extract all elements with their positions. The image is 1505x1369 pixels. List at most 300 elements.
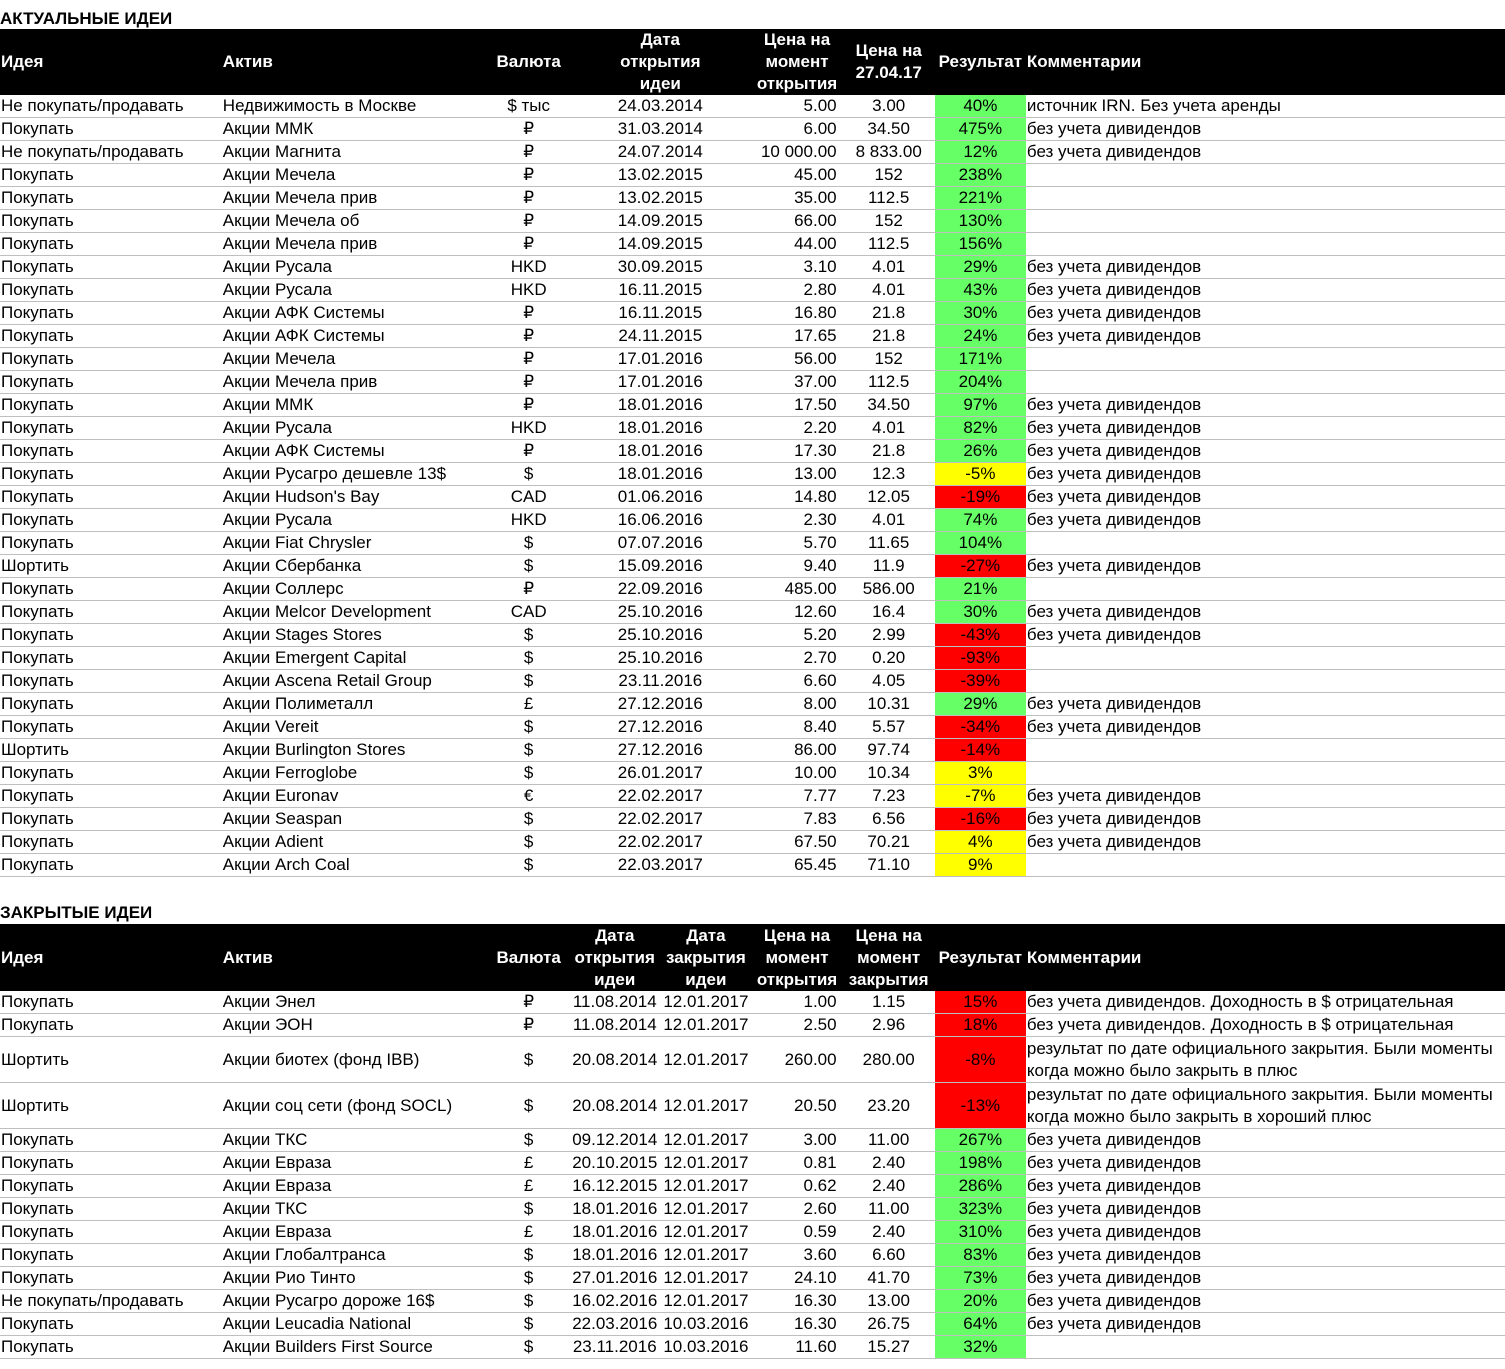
cell-cur: $ <box>488 1267 569 1290</box>
cell-date: 07.07.2016 <box>569 532 751 555</box>
cell-date: 22.02.2017 <box>569 831 751 854</box>
cell-p2: 4.01 <box>843 279 935 302</box>
cell-res: 130% <box>935 210 1026 233</box>
cell-cur: $ <box>488 716 569 739</box>
cell-date: 22.03.2017 <box>569 854 751 877</box>
cell-asset: Акции Hudson's Bay <box>222 486 488 509</box>
cell-p2: 16.4 <box>843 601 935 624</box>
cell-p2: 4.01 <box>843 256 935 279</box>
cell-asset: Акции ММК <box>222 394 488 417</box>
cell-com: без учета дивидендов <box>1026 555 1505 578</box>
cell-num: 86.00 <box>751 739 842 762</box>
cell-p2: 71.10 <box>843 854 935 877</box>
table-row <box>0 739 1505 762</box>
cell-com: без учета дивидендов <box>1026 601 1505 624</box>
cell-cur: $ <box>488 831 569 854</box>
cell-com: без учета дивидендов <box>1026 325 1505 348</box>
cell-idea: Покупать <box>0 1336 222 1359</box>
cell-cur: ₽ <box>488 348 569 371</box>
cell-res: 286% <box>935 1175 1026 1198</box>
cell-date: 12.01.2017 <box>660 1014 751 1037</box>
table-row <box>0 1152 1505 1175</box>
cell-date: 10.03.2016 <box>660 1336 751 1359</box>
cell-num: 0.81 <box>751 1152 842 1175</box>
current-ideas-table <box>0 29 1505 877</box>
table-row <box>0 716 1505 739</box>
table-row <box>0 1313 1505 1336</box>
cell-com: без учета дивидендов <box>1026 624 1505 647</box>
cell-p2: 13.00 <box>843 1290 935 1313</box>
column-header: Результат <box>935 29 1026 95</box>
cell-num: 56.00 <box>751 348 842 371</box>
cell-cur: $ <box>488 762 569 785</box>
table-row <box>0 233 1505 256</box>
cell-num: 7.83 <box>751 808 842 831</box>
cell-date: 18.01.2016 <box>569 463 751 486</box>
cell-cur: ₽ <box>488 210 569 233</box>
cell-asset: Недвижимость в Москве <box>222 95 488 118</box>
cell-p2: 11.00 <box>843 1198 935 1221</box>
cell-date: 27.12.2016 <box>569 693 751 716</box>
column-header: Дата открытия идеи <box>569 924 660 991</box>
cell-res: 323% <box>935 1198 1026 1221</box>
cell-com: без учета дивидендов <box>1026 1313 1505 1336</box>
column-header: Валюта <box>488 29 569 95</box>
cell-cur: £ <box>488 1175 569 1198</box>
cell-date: 16.11.2015 <box>569 302 751 325</box>
cell-res: 29% <box>935 693 1026 716</box>
cell-idea: Покупать <box>0 509 222 532</box>
cell-asset: Акции Русала <box>222 509 488 532</box>
cell-asset: Акции Ferroglobe <box>222 762 488 785</box>
cell-asset: Акции АФК Системы <box>222 325 488 348</box>
table-row <box>0 164 1505 187</box>
cell-idea: Покупать <box>0 486 222 509</box>
cell-res: 82% <box>935 417 1026 440</box>
cell-p2: 112.5 <box>843 233 935 256</box>
cell-p2: 11.9 <box>843 555 935 578</box>
cell-num: 10.00 <box>751 762 842 785</box>
cell-res: 9% <box>935 854 1026 877</box>
cell-idea: Не покупать/продавать <box>0 1290 222 1313</box>
cell-date: 12.01.2017 <box>660 1221 751 1244</box>
cell-date: 26.01.2017 <box>569 762 751 785</box>
column-header: Цена на 27.04.17 <box>843 29 935 95</box>
column-header: Цена на момент закрытия <box>843 924 935 991</box>
cell-p2: 34.50 <box>843 394 935 417</box>
cell-res: 73% <box>935 1267 1026 1290</box>
cell-res: 32% <box>935 1336 1026 1359</box>
cell-com <box>1026 187 1505 210</box>
cell-com: источник IRN. Без учета аренды <box>1026 95 1505 118</box>
cell-asset: Акции Builders First Source <box>222 1336 488 1359</box>
cell-com: без учета дивидендов <box>1026 808 1505 831</box>
cell-res: -19% <box>935 486 1026 509</box>
cell-cur: $ <box>488 1336 569 1359</box>
cell-p2: 21.8 <box>843 440 935 463</box>
table-row <box>0 601 1505 624</box>
cell-asset: Акции Русагро дешевле 13$ <box>222 463 488 486</box>
cell-cur: CAD <box>488 601 569 624</box>
cell-com: без учета дивидендов <box>1026 1152 1505 1175</box>
cell-cur: ₽ <box>488 233 569 256</box>
cell-date: 20.10.2015 <box>569 1152 660 1175</box>
cell-date: 27.12.2016 <box>569 739 751 762</box>
cell-num: 17.30 <box>751 440 842 463</box>
cell-date: 18.01.2016 <box>569 1198 660 1221</box>
cell-cur: HKD <box>488 509 569 532</box>
cell-num: 14.80 <box>751 486 842 509</box>
cell-p2: 0.20 <box>843 647 935 670</box>
table-row <box>0 624 1505 647</box>
cell-num: 37.00 <box>751 371 842 394</box>
table-row <box>0 394 1505 417</box>
current-ideas-title: АКТУАЛЬНЫЕ ИДЕИ <box>0 9 173 28</box>
cell-cur: ₽ <box>488 1014 569 1037</box>
cell-idea: Покупать <box>0 233 222 256</box>
cell-res: 21% <box>935 578 1026 601</box>
cell-p2: 2.40 <box>843 1152 935 1175</box>
cell-date: 12.01.2017 <box>660 1244 751 1267</box>
cell-p2: 152 <box>843 210 935 233</box>
table-row <box>0 991 1505 1014</box>
cell-res: -13% <box>935 1083 1026 1129</box>
cell-asset: Акции Мечела <box>222 348 488 371</box>
column-header: Комментарии <box>1026 29 1505 95</box>
table-row <box>0 1198 1505 1221</box>
cell-cur: ₽ <box>488 118 569 141</box>
table-row <box>0 1083 1505 1129</box>
cell-date: 13.02.2015 <box>569 164 751 187</box>
table-row <box>0 256 1505 279</box>
cell-date: 18.01.2016 <box>569 1244 660 1267</box>
table-row <box>0 693 1505 716</box>
cell-p2: 4.01 <box>843 417 935 440</box>
cell-date: 15.09.2016 <box>569 555 751 578</box>
cell-p2: 1.15 <box>843 991 935 1014</box>
cell-date: 24.11.2015 <box>569 325 751 348</box>
cell-num: 2.80 <box>751 279 842 302</box>
cell-p2: 3.00 <box>843 95 935 118</box>
cell-num: 16.30 <box>751 1313 842 1336</box>
table-row <box>0 187 1505 210</box>
cell-idea: Покупать <box>0 210 222 233</box>
cell-cur: $ <box>488 1037 569 1083</box>
cell-asset: Акции Глобалтранса <box>222 1244 488 1267</box>
cell-asset: Акции Leucadia National <box>222 1313 488 1336</box>
table-row <box>0 210 1505 233</box>
cell-asset: Акции Соллерс <box>222 578 488 601</box>
cell-cur: $ <box>488 532 569 555</box>
cell-p2: 2.40 <box>843 1221 935 1244</box>
cell-com: без учета дивидендов <box>1026 716 1505 739</box>
cell-date: 20.08.2014 <box>569 1083 660 1129</box>
cell-num: 20.50 <box>751 1083 842 1129</box>
cell-asset: Акции ЭОН <box>222 1014 488 1037</box>
cell-asset: Акции ММК <box>222 118 488 141</box>
cell-cur: $ <box>488 854 569 877</box>
cell-idea: Шортить <box>0 739 222 762</box>
cell-date: 10.03.2016 <box>660 1313 751 1336</box>
cell-cur: ₽ <box>488 187 569 210</box>
cell-res: -43% <box>935 624 1026 647</box>
cell-cur: ₽ <box>488 991 569 1014</box>
cell-num: 67.50 <box>751 831 842 854</box>
cell-res: 43% <box>935 279 1026 302</box>
cell-res: 74% <box>935 509 1026 532</box>
cell-asset: Акции Ascena Retail Group <box>222 670 488 693</box>
cell-idea: Покупать <box>0 854 222 877</box>
table-row <box>0 486 1505 509</box>
cell-asset: Акции Русала <box>222 417 488 440</box>
cell-com <box>1026 578 1505 601</box>
table-row <box>0 440 1505 463</box>
cell-date: 12.01.2017 <box>660 1152 751 1175</box>
cell-p2: 12.3 <box>843 463 935 486</box>
table-row <box>0 532 1505 555</box>
cell-idea: Покупать <box>0 831 222 854</box>
cell-num: 6.00 <box>751 118 842 141</box>
table-row <box>0 1037 1505 1083</box>
cell-cur: $ <box>488 1244 569 1267</box>
column-header: Идея <box>0 29 222 95</box>
cell-date: 22.02.2017 <box>569 808 751 831</box>
cell-num: 0.59 <box>751 1221 842 1244</box>
cell-res: -8% <box>935 1037 1026 1083</box>
column-header: Цена на момент открытия <box>751 924 842 991</box>
cell-date: 18.01.2016 <box>569 440 751 463</box>
table-row <box>0 417 1505 440</box>
cell-idea: Покупать <box>0 991 222 1014</box>
cell-res: 12% <box>935 141 1026 164</box>
cell-com <box>1026 233 1505 256</box>
cell-date: 11.08.2014 <box>569 991 660 1014</box>
cell-idea: Покупать <box>0 808 222 831</box>
cell-res: 40% <box>935 95 1026 118</box>
table-row <box>0 141 1505 164</box>
cell-date: 18.01.2016 <box>569 417 751 440</box>
cell-idea: Покупать <box>0 1129 222 1152</box>
cell-res: -39% <box>935 670 1026 693</box>
cell-num: 24.10 <box>751 1267 842 1290</box>
cell-asset: Акции Магнита <box>222 141 488 164</box>
column-header: Идея <box>0 924 222 991</box>
cell-idea: Покупать <box>0 785 222 808</box>
cell-p2: 112.5 <box>843 187 935 210</box>
cell-asset: Акции Мечела об <box>222 210 488 233</box>
cell-num: 3.60 <box>751 1244 842 1267</box>
cell-date: 12.01.2017 <box>660 1037 751 1083</box>
cell-num: 16.80 <box>751 302 842 325</box>
cell-p2: 10.31 <box>843 693 935 716</box>
table-row <box>0 509 1505 532</box>
cell-idea: Шортить <box>0 555 222 578</box>
cell-cur: £ <box>488 1221 569 1244</box>
cell-asset: Акции ТКС <box>222 1198 488 1221</box>
cell-num: 17.65 <box>751 325 842 348</box>
cell-res: 475% <box>935 118 1026 141</box>
cell-res: 310% <box>935 1221 1026 1244</box>
cell-asset: Акции Euronav <box>222 785 488 808</box>
cell-com <box>1026 762 1505 785</box>
cell-p2: 21.8 <box>843 302 935 325</box>
cell-num: 7.77 <box>751 785 842 808</box>
cell-idea: Не покупать/продавать <box>0 95 222 118</box>
cell-com <box>1026 739 1505 762</box>
cell-p2: 8 833.00 <box>843 141 935 164</box>
cell-com <box>1026 1336 1505 1359</box>
cell-asset: Акции Burlington Stores <box>222 739 488 762</box>
column-header: Цена на момент открытия <box>751 29 842 95</box>
table-row <box>0 1221 1505 1244</box>
cell-idea: Покупать <box>0 601 222 624</box>
cell-num: 66.00 <box>751 210 842 233</box>
cell-com: без учета дивидендов <box>1026 256 1505 279</box>
cell-num: 2.50 <box>751 1014 842 1037</box>
cell-cur: $ <box>488 1083 569 1129</box>
cell-idea: Покупать <box>0 1221 222 1244</box>
cell-idea: Покупать <box>0 762 222 785</box>
cell-asset: Акции Рио Тинто <box>222 1267 488 1290</box>
cell-cur: ₽ <box>488 394 569 417</box>
cell-idea: Покупать <box>0 187 222 210</box>
cell-num: 10 000.00 <box>751 141 842 164</box>
cell-cur: HKD <box>488 417 569 440</box>
cell-p2: 6.60 <box>843 1244 935 1267</box>
cell-com: без учета дивидендов <box>1026 279 1505 302</box>
table-row <box>0 302 1505 325</box>
cell-idea: Покупать <box>0 647 222 670</box>
cell-com: без учета дивидендов <box>1026 831 1505 854</box>
cell-date: 24.07.2014 <box>569 141 751 164</box>
cell-num: 8.40 <box>751 716 842 739</box>
cell-idea: Покупать <box>0 118 222 141</box>
cell-idea: Покупать <box>0 417 222 440</box>
cell-p2: 12.05 <box>843 486 935 509</box>
cell-res: -93% <box>935 647 1026 670</box>
cell-asset: Акции АФК Системы <box>222 440 488 463</box>
table-row <box>0 762 1505 785</box>
cell-idea: Покупать <box>0 302 222 325</box>
cell-date: 27.01.2016 <box>569 1267 660 1290</box>
cell-idea: Покупать <box>0 394 222 417</box>
cell-com: без учета дивидендов <box>1026 141 1505 164</box>
cell-cur: $ <box>488 1129 569 1152</box>
cell-num: 9.40 <box>751 555 842 578</box>
cell-p2: 112.5 <box>843 371 935 394</box>
cell-num: 16.30 <box>751 1290 842 1313</box>
cell-com <box>1026 210 1505 233</box>
cell-res: 4% <box>935 831 1026 854</box>
cell-com: без учета дивидендов <box>1026 1198 1505 1221</box>
cell-date: 16.02.2016 <box>569 1290 660 1313</box>
cell-date: 13.02.2015 <box>569 187 751 210</box>
cell-com <box>1026 647 1505 670</box>
cell-date: 23.11.2016 <box>569 1336 660 1359</box>
cell-num: 260.00 <box>751 1037 842 1083</box>
cell-idea: Покупать <box>0 1014 222 1037</box>
table-row <box>0 647 1505 670</box>
cell-num: 8.00 <box>751 693 842 716</box>
cell-asset: Акции Мечела <box>222 164 488 187</box>
cell-date: 30.09.2015 <box>569 256 751 279</box>
cell-idea: Покупать <box>0 578 222 601</box>
cell-date: 12.01.2017 <box>660 1290 751 1313</box>
cell-idea: Покупать <box>0 693 222 716</box>
cell-cur: ₽ <box>488 440 569 463</box>
cell-res: 221% <box>935 187 1026 210</box>
cell-com <box>1026 164 1505 187</box>
cell-asset: Акции Stages Stores <box>222 624 488 647</box>
cell-p2: 26.75 <box>843 1313 935 1336</box>
cell-com: без учета дивидендов <box>1026 417 1505 440</box>
cell-asset: Акции Полиметалл <box>222 693 488 716</box>
table-row <box>0 118 1505 141</box>
closed-ideas-title: ЗАКРЫТЫЕ ИДЕИ <box>0 903 153 922</box>
cell-asset: Акции АФК Системы <box>222 302 488 325</box>
table-row <box>0 1175 1505 1198</box>
cell-asset: Акции Русагро дороже 16$ <box>222 1290 488 1313</box>
cell-date: 17.01.2016 <box>569 371 751 394</box>
cell-res: 267% <box>935 1129 1026 1152</box>
cell-com: без учета дивидендов <box>1026 302 1505 325</box>
cell-com: без учета дивидендов <box>1026 1267 1505 1290</box>
cell-cur: £ <box>488 1152 569 1175</box>
cell-p2: 2.99 <box>843 624 935 647</box>
cell-date: 16.12.2015 <box>569 1175 660 1198</box>
cell-p2: 586.00 <box>843 578 935 601</box>
cell-date: 25.10.2016 <box>569 601 751 624</box>
cell-date: 22.09.2016 <box>569 578 751 601</box>
cell-asset: Акции Сбербанка <box>222 555 488 578</box>
column-header: Актив <box>222 924 488 991</box>
table-row <box>0 785 1505 808</box>
cell-asset: Акции ТКС <box>222 1129 488 1152</box>
cell-idea: Покупать <box>0 325 222 348</box>
cell-idea: Покупать <box>0 463 222 486</box>
cell-cur: CAD <box>488 486 569 509</box>
cell-res: -14% <box>935 739 1026 762</box>
cell-num: 0.62 <box>751 1175 842 1198</box>
cell-p2: 4.05 <box>843 670 935 693</box>
table-row <box>0 1336 1505 1359</box>
cell-p2: 23.20 <box>843 1083 935 1129</box>
cell-idea: Не покупать/продавать <box>0 141 222 164</box>
closed-ideas-table <box>0 924 1505 1359</box>
cell-num: 65.45 <box>751 854 842 877</box>
cell-com: без учета дивидендов <box>1026 1290 1505 1313</box>
cell-idea: Покупать <box>0 1152 222 1175</box>
table-row <box>0 371 1505 394</box>
cell-com: без учета дивидендов <box>1026 463 1505 486</box>
table-row <box>0 555 1505 578</box>
cell-num: 2.20 <box>751 417 842 440</box>
cell-idea: Покупать <box>0 1175 222 1198</box>
cell-cur: $ <box>488 1198 569 1221</box>
cell-date: 16.11.2015 <box>569 279 751 302</box>
cell-num: 1.00 <box>751 991 842 1014</box>
cell-cur: ₽ <box>488 302 569 325</box>
cell-res: 30% <box>935 302 1026 325</box>
table-row <box>0 1267 1505 1290</box>
column-header: Валюта <box>488 924 569 991</box>
cell-cur: € <box>488 785 569 808</box>
cell-num: 44.00 <box>751 233 842 256</box>
cell-num: 12.60 <box>751 601 842 624</box>
cell-p2: 41.70 <box>843 1267 935 1290</box>
cell-p2: 152 <box>843 348 935 371</box>
cell-date: 17.01.2016 <box>569 348 751 371</box>
